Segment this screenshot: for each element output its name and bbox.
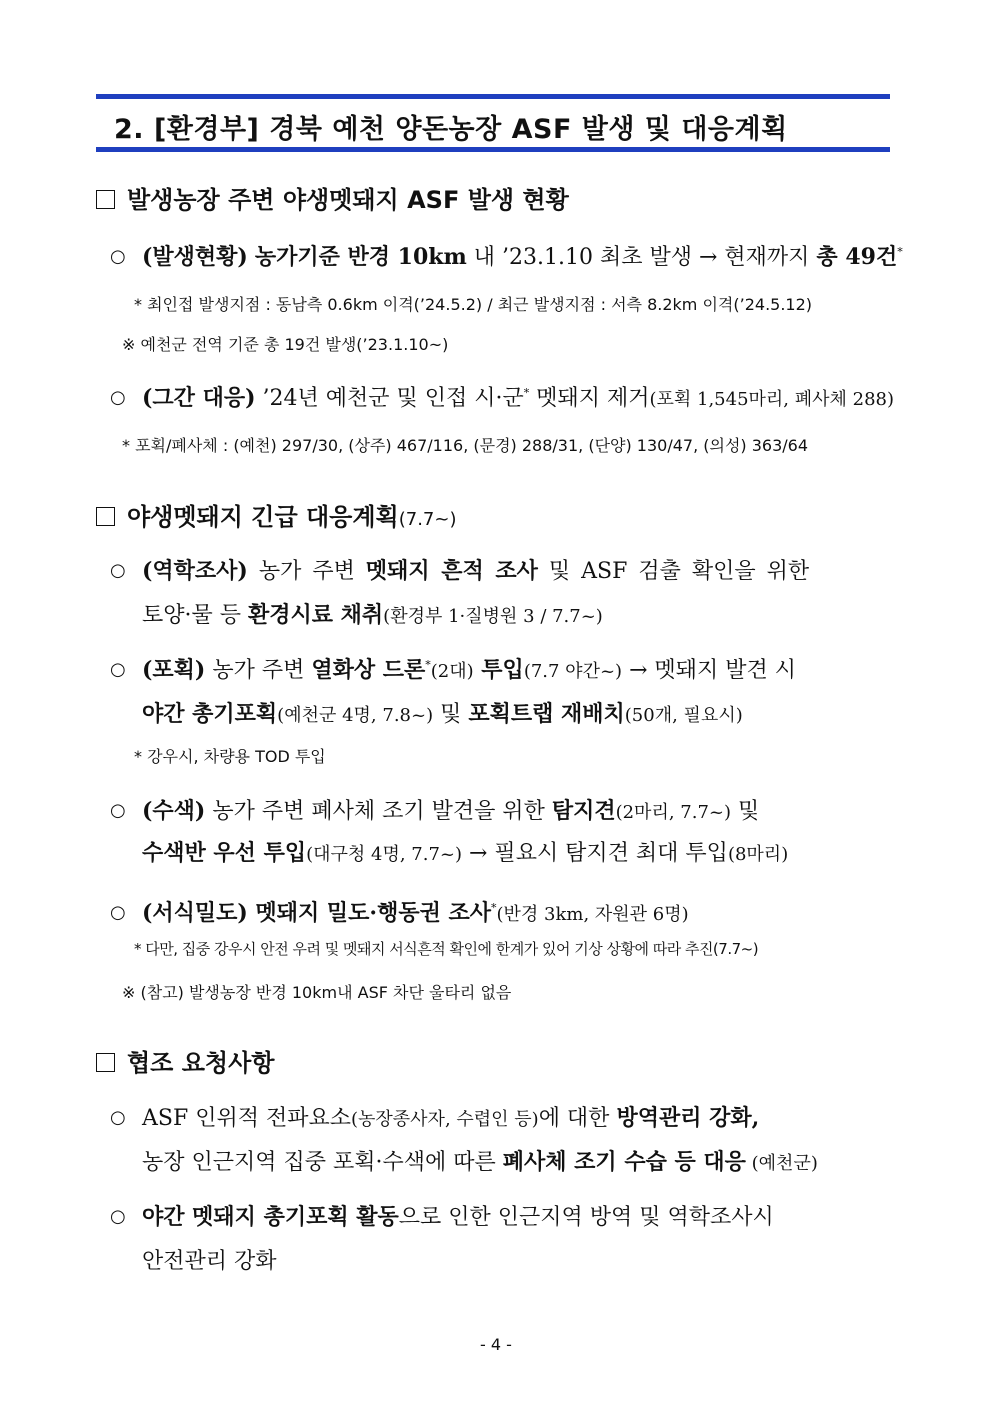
checkbox-square-icon — [96, 1053, 115, 1072]
checkbox-square-icon — [96, 507, 115, 526]
footnote: * 포획/폐사체 : (예천) 297/30, (상주) 467/116, (문경) 288/31, (단양) 130/47, (의성) 363/64 — [122, 436, 809, 455]
circle-bullet-icon: ○ — [110, 560, 126, 581]
circle-bullet-icon: ○ — [110, 800, 126, 821]
reference-note: ※ 예천군 전역 기준 총 19건 발생(’23.1.10~) — [122, 335, 449, 354]
section-heading-1: 발생농장 주변 야생멧돼지 ASF 발생 현황 — [96, 180, 569, 215]
footnote: * 강우시, 차량용 TOD 투입 — [134, 747, 326, 766]
item-line: (발생현황) 농가기준 반경 10km 내 ’23.1.10 최초 발생 → 현재까지 총 49건* — [142, 244, 903, 270]
item-line: (그간 대응) ’24년 예천군 및 인접 시·군* 멧돼지 제거(포획 1,545마리, 폐사체 288) — [142, 385, 895, 411]
item-line: 안전관리 강화 — [142, 1249, 277, 1274]
item-line: (수색) 농가 주변 폐사체 조기 발견을 위한 탐지견(2마리, 7.7~) 및 — [142, 798, 760, 824]
item-line: 야간 총기포획(예천군 4명, 7.8~) 및 포획트랩 재배치(50개, 필요시) — [142, 701, 743, 727]
section-heading-2: 야생멧돼지 긴급 대응계획(7.7~) — [96, 497, 457, 532]
item-line: 농장 인근지역 집중 포획·수색에 따른 폐사체 조기 수습 등 대응 (예천군) — [142, 1149, 818, 1175]
circle-bullet-icon: ○ — [110, 1206, 126, 1227]
item-line: (서식밀도) 멧돼지 밀도·행동권 조사*(반경 3km, 자원관 6명) — [142, 900, 689, 926]
page-number: - 4 - — [480, 1335, 512, 1354]
item-line: 수색반 우선 투입(대구청 4명, 7.7~) → 필요시 탐지견 최대 투입(8마리) — [142, 840, 789, 866]
circle-bullet-icon: ○ — [110, 659, 126, 680]
section-heading-3: 협조 요청사항 — [96, 1043, 274, 1078]
circle-bullet-icon: ○ — [110, 1107, 126, 1128]
circle-bullet-icon: ○ — [110, 387, 126, 408]
reference-note: ※ (참고) 발생농장 반경 10km내 ASF 차단 울타리 없음 — [122, 983, 512, 1002]
item-line: ASF 인위적 전파요소(농장종사자, 수렵인 등)에 대한 방역관리 강화, — [142, 1105, 760, 1131]
item-line: 토양·물 등 환경시료 채취(환경부 1·질병원 3 / 7.7~) — [142, 602, 603, 628]
item-line: (포획) 농가 주변 열화상 드론*(2대) 투입(7.7 야간~) → 멧돼지 발견 시 — [142, 657, 796, 683]
footnote: * 최인접 발생지점 : 동남측 0.6km 이격(’24.5.2) / 최근 발생지점 : 서측 8.2km 이격(’24.5.12) — [134, 295, 813, 314]
circle-bullet-icon: ○ — [110, 246, 126, 267]
item-line: (역학조사) 농가 주변 멧돼지 흔적 조사 및 ASF 검출 확인을 위한 — [142, 558, 810, 584]
checkbox-square-icon — [96, 190, 115, 209]
page-title: 2. [환경부] 경북 예천 양돈농장 ASF 발생 및 대응계획 — [114, 114, 788, 145]
item-line: 야간 멧돼지 총기포획 활동으로 인한 인근지역 방역 및 역학조사시 — [142, 1204, 774, 1230]
footnote: * 다만, 집중 강우시 안전 우려 및 멧돼지 서식흔적 확인에 한계가 있어 기상 상황에 따라 추진(7.7~) — [134, 940, 759, 958]
circle-bullet-icon: ○ — [110, 902, 126, 923]
title-banner — [96, 94, 890, 152]
